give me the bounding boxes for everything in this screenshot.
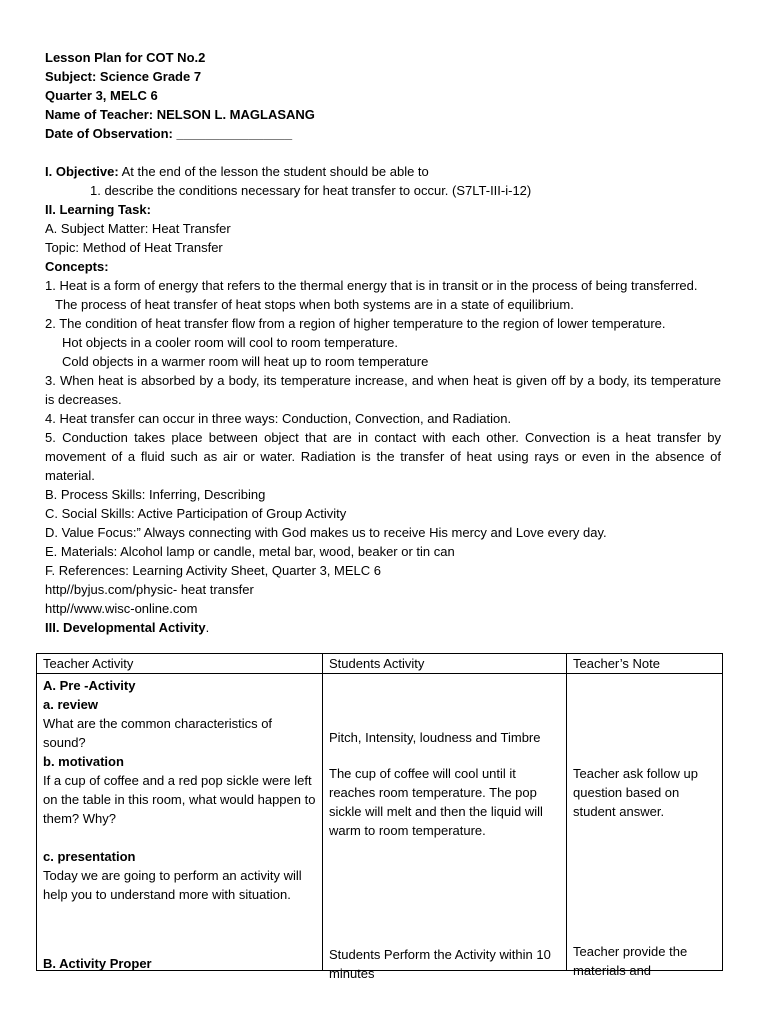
learning-task-heading: II. Learning Task: (45, 202, 151, 217)
objective-line (45, 162, 721, 181)
teacher-activity-cell (37, 674, 323, 971)
lesson-plan-document (45, 48, 721, 637)
quarter-line: Quarter 3, MELC 6 (45, 88, 158, 103)
presentation-text: Today we are going to perform an activity will help you to understand more with situation. (43, 868, 302, 902)
developmental-heading-period: . (205, 620, 210, 635)
pre-activity-heading: A. Pre -Activity (43, 678, 136, 693)
concepts-heading: Concepts: (45, 259, 109, 274)
motivation-question: If a cup of coffee and a red pop sickle were left on the table in this room, what would happen to them? Why? (43, 773, 316, 826)
header-teachers-note: Teacher’s Note (567, 654, 723, 674)
process-skills-line: B. Process Skills: Inferring, Describing (45, 487, 266, 502)
reference-link-1: http//byjus.com/physic- heat transfer (45, 582, 254, 597)
concept-2: 2. The condition of heat transfer flow from a region of higher temperature to the region of lower temperature. (45, 316, 666, 331)
subject-matter-line: A. Subject Matter: Heat Transfer (45, 221, 231, 236)
developmental-heading-line (45, 618, 721, 637)
students-perform-activity: Students Perform the Activity within 10 minutes (329, 947, 551, 981)
document-title: Lesson Plan for COT No.2 (45, 50, 206, 65)
concept-5: 5. Conduction takes place between object that are in contact with each other. Convection is a heat transfer by movement of a fluid such as air or water. Radiation is the transfer of heat using rays or even in the absence of material. (45, 430, 721, 483)
activity-proper-heading: B. Activity Proper (43, 956, 152, 971)
concept-2b: Cold objects in a warmer room will heat up to room temperature (62, 354, 429, 369)
social-skills-line: C. Social Skills: Active Participation of Group Activity (45, 506, 347, 521)
teachers-note-cell (567, 674, 723, 978)
value-focus-line: D. Value Focus:” Always connecting with God makes us to receive His mercy and Love every day. (45, 525, 607, 540)
concept-2a: Hot objects in a cooler room will cool to room temperature. (62, 335, 398, 350)
references-line: F. References: Learning Activity Sheet, Quarter 3, MELC 6 (45, 563, 381, 578)
students-answer-review: Pitch, Intensity, loudness and Timbre (329, 730, 541, 745)
subject-line: Subject: Science Grade 7 (45, 69, 202, 84)
objective-item: 1. describe the conditions necessary for heat transfer to occur. (S7LT-III-i-12) (90, 183, 532, 198)
presentation-heading: c. presentation (43, 849, 136, 864)
students-answer-motivation: The cup of coffee will cool until it reaches room temperature. The pop sickle will melt and then the liquid will warm to room temperature. (329, 766, 543, 838)
students-activity-cell (323, 674, 567, 981)
reference-link-2: http//www.wisc-online.com (45, 601, 198, 616)
activity-table-row (37, 674, 723, 971)
topic-line: Topic: Method of Heat Transfer (45, 240, 223, 255)
observation-date-line: Date of Observation: ________________ (45, 126, 293, 141)
activity-table-header-row (37, 654, 723, 674)
review-question: What are the common characteristics of sound? (43, 716, 273, 750)
concept-3: 3. When heat is absorbed by a body, its temperature increase, and when heat is given off by a body, its temperature is decreases. (45, 373, 721, 407)
objective-label: I. Objective: (45, 164, 119, 179)
activity-table (36, 653, 723, 981)
teachers-note-materials: Teacher provide the materials and (573, 944, 688, 978)
review-heading: a. review (43, 697, 98, 712)
concept-1b: The process of heat transfer of heat stops when both systems are in a state of equilibrium. (55, 297, 574, 312)
concept-1: 1. Heat is a form of energy that refers to the thermal energy that is in transit or in the process of being transferred. (45, 278, 698, 293)
header-students-activity: Students Activity (323, 654, 567, 674)
motivation-heading: b. motivation (43, 754, 124, 769)
materials-line: E. Materials: Alcohol lamp or candle, metal bar, wood, beaker or tin can (45, 544, 455, 559)
concept-4: 4. Heat transfer can occur in three ways: Conduction, Convection, and Radiation. (45, 411, 512, 426)
teachers-note-followup: Teacher ask follow up question based on student answer. (573, 766, 699, 819)
teacher-name-line: Name of Teacher: NELSON L. MAGLASANG (45, 107, 315, 122)
header-teacher-activity: Teacher Activity (37, 654, 323, 674)
developmental-heading: III. Developmental Activity (45, 620, 206, 635)
objective-text: At the end of the lesson the student should be able to (118, 164, 429, 179)
